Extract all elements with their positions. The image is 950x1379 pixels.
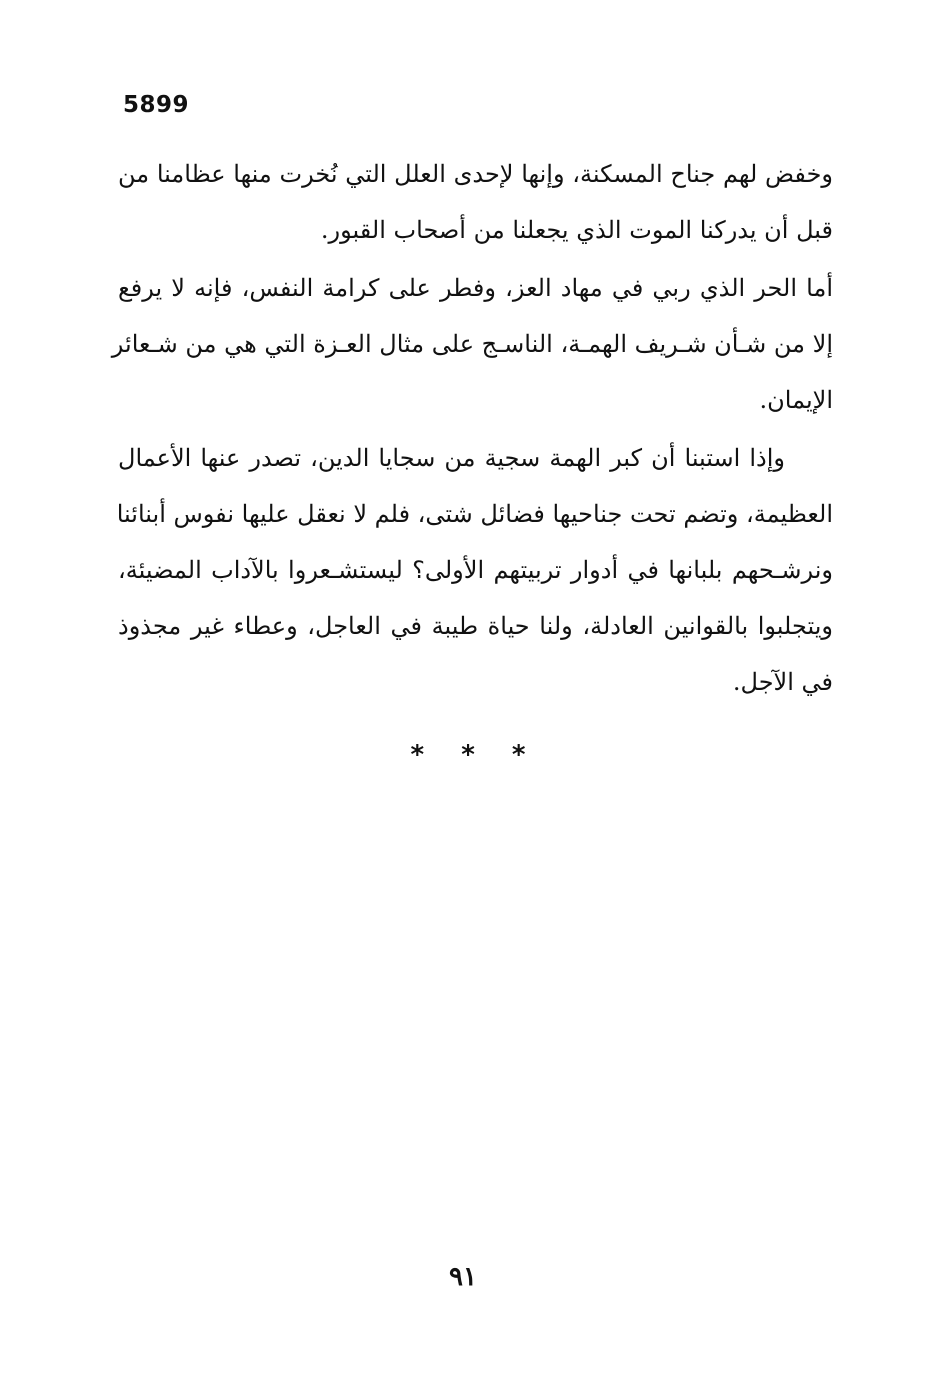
paragraph [111, 260, 833, 428]
paragraph [118, 430, 833, 710]
text-line: ونرشـحهم بلبانها في أدوار تربيتهم الأولى؟ ليستشـعروا بالآداب المضيئة، [118, 556, 833, 584]
section-separator: * * * [410, 740, 540, 770]
body-text [111, 146, 833, 710]
text-line: العظيمة، وتضم تحت جناحيها فضائل شتى، فلم لا نعقل عليها نفوس أبنائنا [116, 500, 833, 528]
text-line: ويتجلبوا بالقوانين العادلة، ولنا حياة طيبة في العاجل، وعطاء غير مجذوذ [118, 612, 833, 640]
text-line: وإذا استبنا أن كبر الهمة سجية من سجايا الدين، تصدر عنها الأعمال [118, 444, 785, 472]
text-line: قبل أن يدركنا الموت الذي يجعلنا من أصحاب القبور. [320, 216, 833, 244]
text-line: الإيمان. [759, 386, 833, 414]
page-number: ٩١ [449, 1262, 477, 1292]
paragraph [118, 146, 833, 258]
text-line: في الآجل. [732, 668, 833, 696]
text-line: أما الحر الذي ربي في مهاد العز، وفطر على كرامة النفس، فإنه لا يرفع [118, 274, 833, 302]
text-line: إلا من شـأن شـريف الهمـة، الناسـج على مثال العـزة التي هي من شـعائر [111, 330, 833, 358]
text-line: وخفض لهم جناح المسكنة، وإنها لإحدى العلل التي نُخرت منها عظامنا من [118, 160, 833, 188]
page-id-label: 5899 [123, 92, 190, 118]
